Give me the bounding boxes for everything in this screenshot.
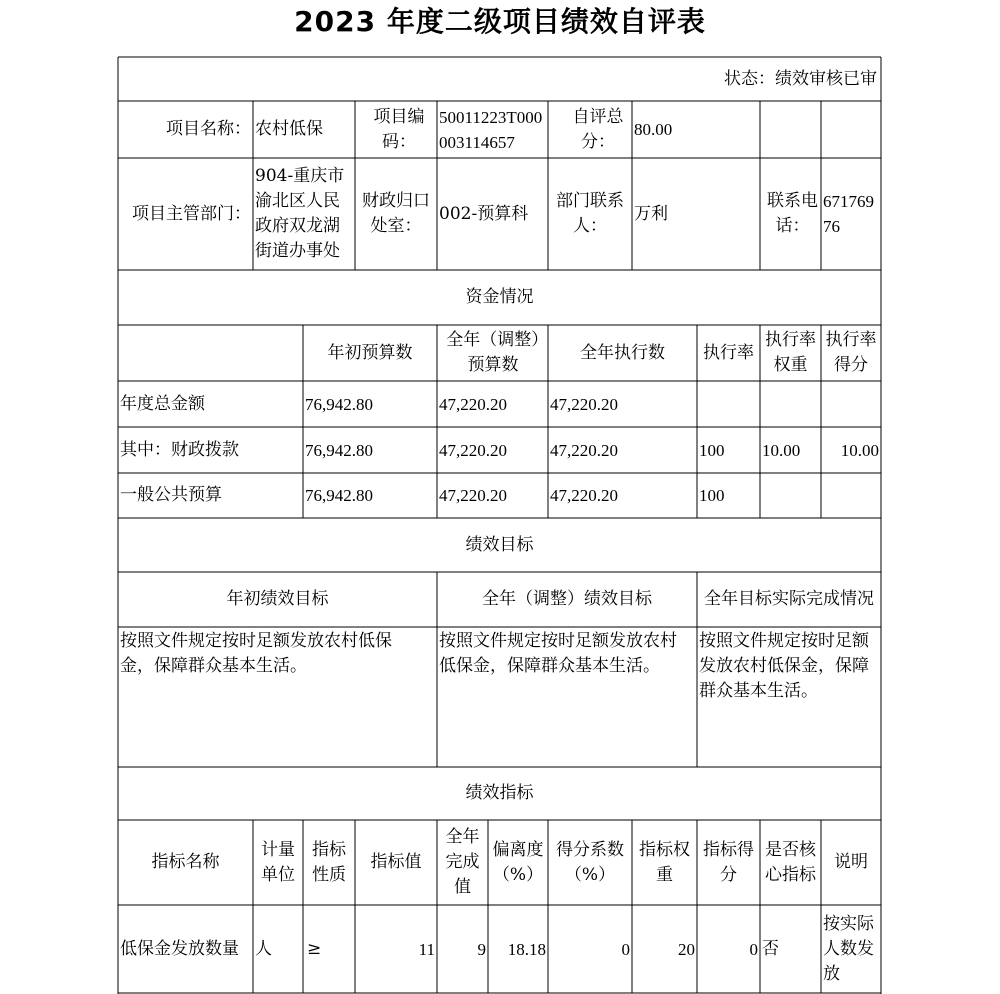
goals-header-initial: 年初绩效目标 xyxy=(226,589,329,609)
funds-cell: 47,220.20 xyxy=(550,394,618,414)
funds-cell: 47,220.20 xyxy=(439,440,507,460)
funds-cell: 10.00 xyxy=(762,440,801,460)
ind-cell-completed: 9 xyxy=(477,939,486,959)
phone-label: 联系电话： xyxy=(767,191,818,236)
finance-office-value: 002-预算科 xyxy=(439,203,529,224)
goals-value-initial: 按照文件规定按时足额发放农村低保金，保障群众基本生活。 xyxy=(120,631,392,676)
ind-header-deviation: 偏离度（%） xyxy=(492,839,544,885)
ind-cell-core: 否 xyxy=(762,938,779,959)
funds-row-label: 一般公共预算 xyxy=(120,485,222,505)
finance-office-label: 财政归口处室： xyxy=(362,191,430,236)
dept-value: 904-重庆市渝北区人民政府双龙湖街道办事处 xyxy=(255,166,345,261)
project-code-label: 项目编码： xyxy=(373,106,425,152)
contact-value: 万利 xyxy=(634,203,668,224)
indicators-section-title: 绩效指标 xyxy=(465,783,534,803)
funds-header-rate: 执行率 xyxy=(703,342,754,363)
funds-cell: 76,942.80 xyxy=(305,486,373,505)
funds-row-label: 其中：财政拨款 xyxy=(120,439,239,460)
goals-value-actual: 按照文件规定按时足额发放农村低保金，保障群众基本生活。 xyxy=(699,631,869,701)
funds-cell: 47,220.20 xyxy=(439,394,507,414)
ind-cell-nature: ≥ xyxy=(307,938,322,959)
status-text: 状态：绩效审核已审 xyxy=(724,68,877,89)
ind-header-weight: 指标权重 xyxy=(639,839,690,885)
ind-header-nature: 指标性质 xyxy=(312,839,346,885)
ind-cell-name: 低保金发放数量 xyxy=(120,938,239,959)
funds-header-initial: 年初预算数 xyxy=(327,342,413,363)
funds-cell xyxy=(760,473,821,518)
project-name-value: 农村低保 xyxy=(255,119,323,139)
ind-header-note: 说明 xyxy=(834,852,868,872)
funds-header-weight: 执行率权重 xyxy=(765,330,816,375)
goals-header-adjusted: 全年（调整）绩效目标 xyxy=(482,589,652,609)
goals-header-actual: 全年目标实际完成情况 xyxy=(704,589,874,609)
funds-cell: 47,220.20 xyxy=(550,486,618,505)
ind-header-completed: 全年完成值 xyxy=(445,827,480,897)
project-code-value: 50011223T000003114657 xyxy=(439,107,543,152)
funds-header-executed: 全年执行数 xyxy=(580,342,665,363)
phone-value: 67176976 xyxy=(823,192,874,236)
ind-header-unit: 计量单位 xyxy=(261,839,295,885)
funds-cell: 76,942.80 xyxy=(305,440,373,460)
ind-cell-unit: 人 xyxy=(255,938,272,959)
ind-cell-target: 11 xyxy=(418,939,435,959)
funds-cell xyxy=(821,381,881,427)
project-name-label: 项目名称： xyxy=(166,119,251,139)
self-score-label: 自评总分： xyxy=(572,106,624,152)
funds-cell: 100 xyxy=(699,486,725,505)
ind-header-coefficient: 得分系数（%） xyxy=(556,839,624,885)
ind-header-name: 指标名称 xyxy=(151,852,220,872)
ind-cell-coefficient: 0 xyxy=(621,939,630,959)
funds-cell: 47,220.20 xyxy=(439,486,507,505)
dept-label: 项目主管部门： xyxy=(132,203,251,224)
funds-row-label: 年度总金额 xyxy=(120,393,205,414)
funds-cell xyxy=(760,381,821,427)
funds-cell: 47,220.20 xyxy=(550,440,618,460)
goals-section-title: 绩效目标 xyxy=(465,534,534,555)
ind-cell-note: 按实际人数发放 xyxy=(823,913,874,984)
funds-header-score: 执行率得分 xyxy=(825,330,877,375)
ind-cell-deviation: 18.18 xyxy=(507,939,546,959)
ind-header-target: 指标值 xyxy=(370,852,422,872)
ind-cell-score: 0 xyxy=(749,939,758,959)
contact-label: 部门联系人： xyxy=(556,191,624,236)
funds-cell: 76,942.80 xyxy=(305,394,373,414)
funds-cell xyxy=(697,381,760,427)
funds-cell: 100 xyxy=(699,440,725,460)
ind-header-score: 指标得分 xyxy=(703,839,754,885)
funds-section-title: 资金情况 xyxy=(465,287,534,307)
funds-cell: 10.00 xyxy=(840,440,879,460)
self-score-value: 80.00 xyxy=(634,120,673,139)
funds-cell xyxy=(821,473,881,518)
ind-cell-weight: 20 xyxy=(678,939,695,959)
funds-header-adjusted: 全年（调整）预算数 xyxy=(446,330,540,375)
page-title: 2023 年度二级项目绩效自评表 xyxy=(294,5,706,38)
goals-value-adjusted: 按照文件规定按时足额发放农村低保金，保障群众基本生活。 xyxy=(439,631,677,676)
ind-header-core: 是否核心指标 xyxy=(765,839,816,885)
